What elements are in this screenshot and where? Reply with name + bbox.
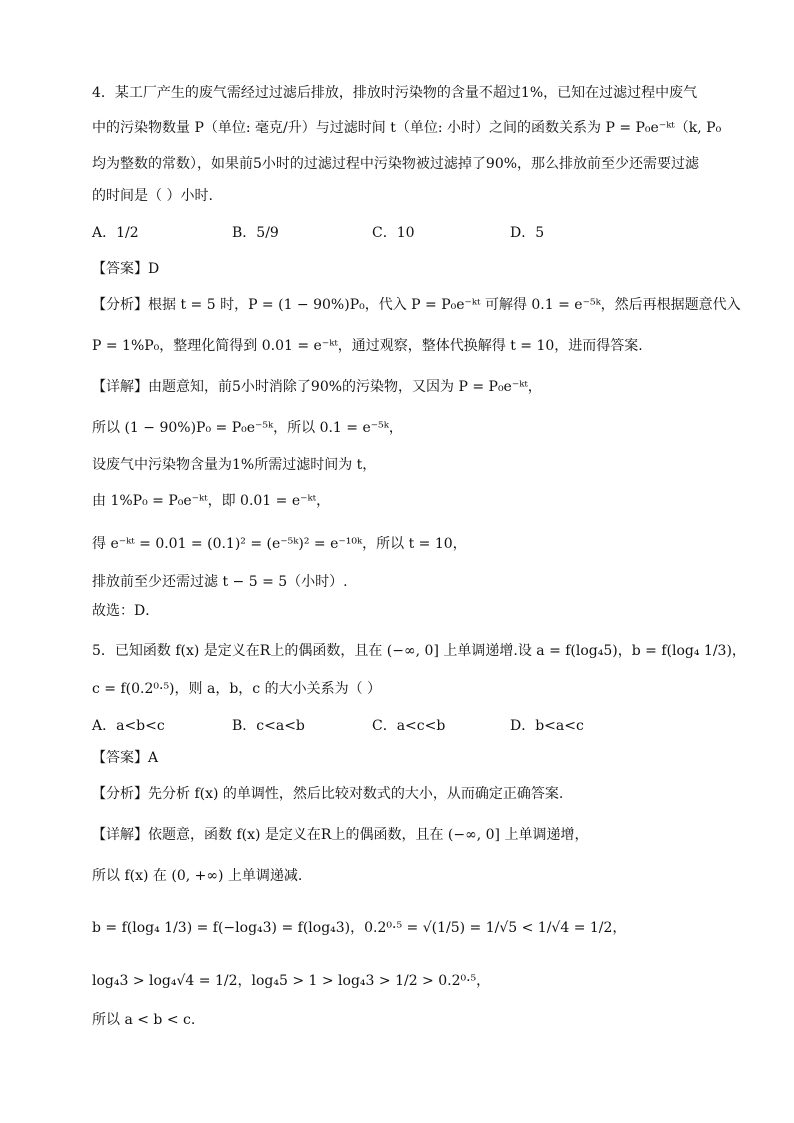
problem4-answer: 【答案】D [92, 261, 160, 277]
problem5-detail-line1: 【详解】依题意，函数 f(x) 是定义在R上的偶函数，且在 (−∞, 0] 上单调递增， [92, 827, 589, 843]
problem4-detail-line1: 【详解】由题意知，前5小时消除了90%的污染物，又因为 P = P₀e⁻ᵏᵗ， [92, 379, 542, 395]
problem5-stem-line2: c = f(0.2⁰·⁵)，则 a，b，c 的大小关系为（ ） [92, 681, 382, 697]
problem4-stem-line1: 4．某工厂产生的废气需经过过滤后排放，排放时污染物的含量不超过1%，已知在过滤过程中废气 [92, 85, 698, 101]
problem5-stem-line1: 5．已知函数 f(x) 是定义在R上的偶函数，且在 (−∞, 0] 上单调递增.设 a = f(log₄5)，b = f(log₄ 1/3)， [92, 643, 746, 659]
problem5-option-c: C．a<c<b [372, 718, 446, 734]
problem4-analysis-line1: 【分析】根据 t = 5 时，P = (1 − 90%)P₀，代入 P = P₀e⁻ᵏᵗ 可解得 0.1 = e⁻⁵ᵏ，然后再根据题意代入 [92, 297, 741, 313]
problem4-option-d: D．5 [510, 225, 545, 241]
problem5-answer: 【答案】A [92, 750, 159, 766]
problem4-stem-line3: 均为整数的常数），如果前5小时的过滤过程中污染物被过滤掉了90%，那么排放前至少还需要过滤 [92, 156, 700, 172]
problem5-option-d: D．b<a<c [510, 718, 584, 734]
problem5-option-a: A．a<b<c [92, 718, 165, 734]
problem4-detail-line7: 故选：D． [92, 603, 160, 619]
problem4-option-a: A．1/2 [92, 225, 139, 241]
problem4-option-c: C．10 [372, 225, 415, 241]
problem4-detail-line2: 所以 (1 − 90%)P₀ = P₀e⁻⁵ᵏ，所以 0.1 = e⁻⁵ᵏ， [92, 420, 403, 436]
problem4-detail-line3: 设废气中污染物含量为1%所需过滤时间为 t， [92, 457, 377, 473]
problem4-detail-line6: 排放前至少还需过滤 t − 5 = 5（小时）. [92, 574, 348, 590]
problem4-detail-line4: 由 1%P₀ = P₀e⁻ᵏᵗ，即 0.01 = e⁻ᵏᵗ， [92, 493, 331, 509]
problem4-option-b: B．5/9 [232, 225, 279, 241]
problem4-stem-line4: 的时间是（ ）小时. [92, 188, 213, 204]
problem5-analysis: 【分析】先分析 f(x) 的单调性，然后比较对数式的大小，从而确定正确答案. [92, 786, 564, 802]
problem5-detail-line2: 所以 f(x) 在 (0, +∞) 上单调递减. [92, 868, 303, 884]
problem4-stem-line2: 中的污染物数量 P（单位: 毫克/升）与过滤时间 t（单位: 小时）之间的函数关系为 P = P₀e⁻ᵏᵗ（k, P₀ [92, 120, 722, 136]
problem4-detail-line5: 得 e⁻ᵏᵗ = 0.01 = (0.1)² = (e⁻⁵ᵏ)² = e⁻¹⁰ᵏ，所以 t = 10， [92, 536, 467, 552]
problem5-detail-line3: b = f(log₄ 1/3) = f(−log₄3) = f(log₄3)，0.2⁰·⁵ = √(1/5) = 1/√5 < 1/√4 = 1/2， [92, 920, 627, 936]
problem5-detail-line5: 所以 a < b < c. [92, 1012, 196, 1028]
problem5-option-b: B．c<a<b [232, 718, 305, 734]
problem4-analysis-line2: P = 1%P₀，整理化简得到 0.01 = e⁻ᵏᵗ，通过观察，整体代换解得 t = 10，进而得答案. [92, 338, 643, 354]
problem5-detail-line4: log₄3 > log₄√4 = 1/2，log₄5 > 1 > log₄3 > 1/2 > 0.2⁰·⁵， [92, 973, 491, 989]
